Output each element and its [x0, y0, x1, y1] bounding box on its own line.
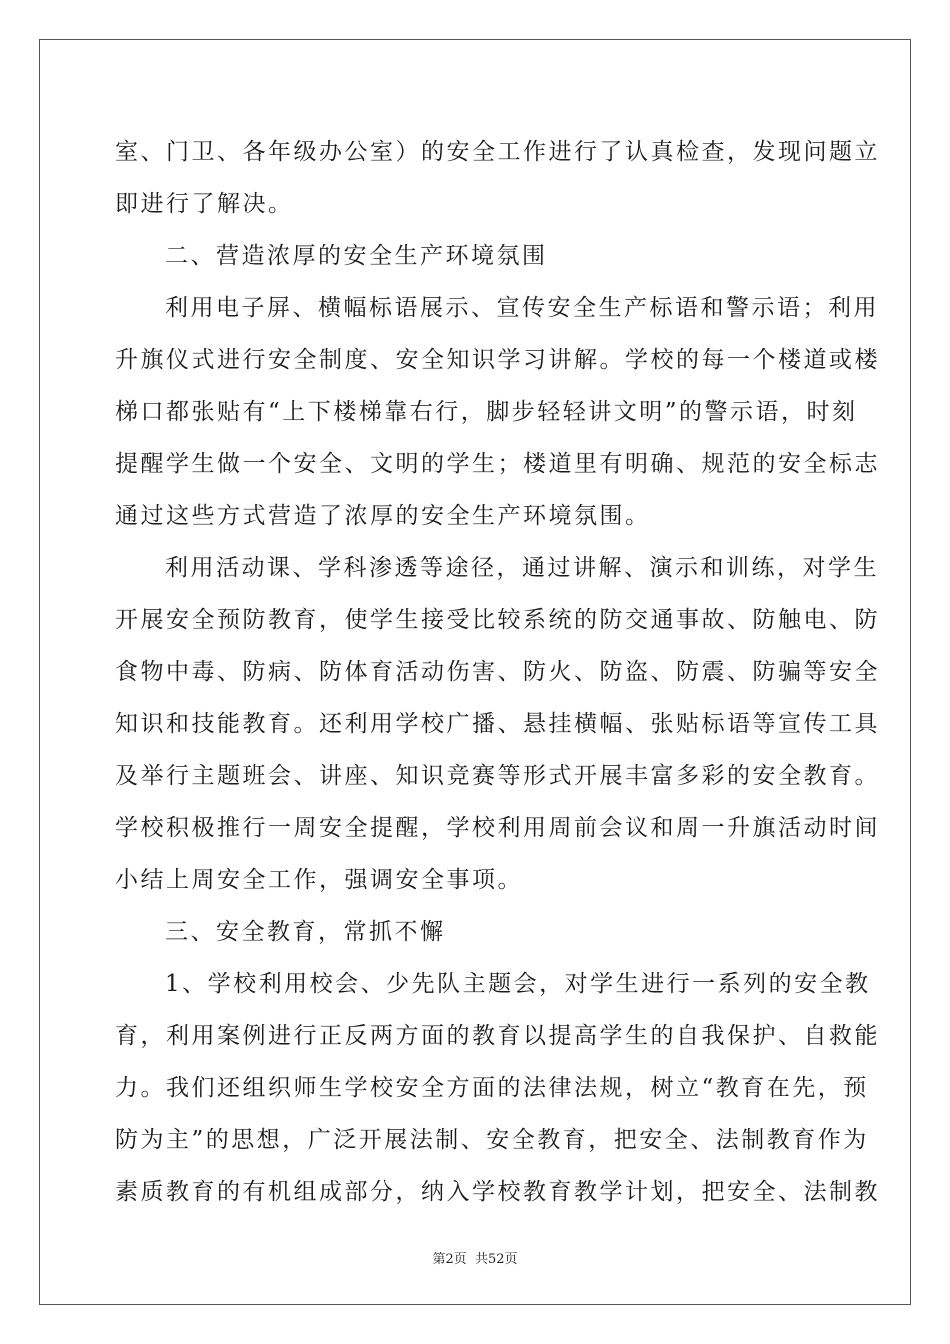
page-total: 共52页 [474, 1252, 518, 1267]
text-line: 育，利用案例进行正反两方面的教育以提高学生的自我保护、自救能 [115, 1023, 880, 1049]
text-line: 开展安全预防教育，使学生接受比较系统的防交通事故、防触电、防 [115, 607, 880, 633]
text-line: 防为主”的思想，广泛开展法制、安全教育，把安全、法制教育作为 [115, 1127, 869, 1153]
text-line: 梯口都张贴有“上下楼梯靠右行，脚步轻轻讲文明”的警示语，时刻 [115, 399, 858, 425]
text-line: 升旗仪式进行安全制度、安全知识学习讲解。学校的每一个楼道或楼 [115, 347, 880, 373]
text-line: 力。我们还组织师生学校安全方面的法律法规，树立“教育在先，预 [115, 1075, 869, 1101]
page-number: 第2页 [432, 1252, 467, 1267]
section-heading: 三、安全教育，常抓不懈 [165, 919, 446, 945]
section-heading: 二、营造浓厚的安全生产环境氛围 [165, 243, 548, 269]
text-line: 即进行了解决。 [115, 191, 294, 217]
text-line: 利用活动课、学科渗透等途径，通过讲解、演示和训练，对学生 [165, 555, 879, 581]
text-line: 利用电子屏、横幅标语展示、宣传安全生产标语和警示语；利用 [165, 295, 879, 321]
text-line: 1、学校利用校会、少先队主题会，对学生进行一系列的安全教 [165, 971, 871, 997]
text-line: 素质教育的有机组成部分，纳入学校教育教学计划，把安全、法制教 [115, 1179, 880, 1205]
text-line: 学校积极推行一周安全提醒，学校利用周前会议和周一升旗活动时间 [115, 815, 880, 841]
text-line: 小结上周安全工作，强调安全事项。 [115, 867, 523, 893]
page-footer [0, 1248, 950, 1267]
text-line: 及举行主题班会、讲座、知识竞赛等形式开展丰富多彩的安全教育。 [115, 763, 880, 789]
text-line: 提醒学生做一个安全、文明的学生；楼道里有明确、规范的安全标志 [115, 451, 880, 477]
text-line: 食物中毒、防病、防体育活动伤害、防火、防盗、防震、防骗等安全 [115, 659, 880, 685]
text-line: 知识和技能教育。还利用学校广播、悬挂横幅、张贴标语等宣传工具 [115, 711, 880, 737]
text-line: 室、门卫、各年级办公室）的安全工作进行了认真检查，发现问题立 [115, 139, 880, 165]
text-line: 通过这些方式营造了浓厚的安全生产环境氛围。 [115, 503, 651, 529]
